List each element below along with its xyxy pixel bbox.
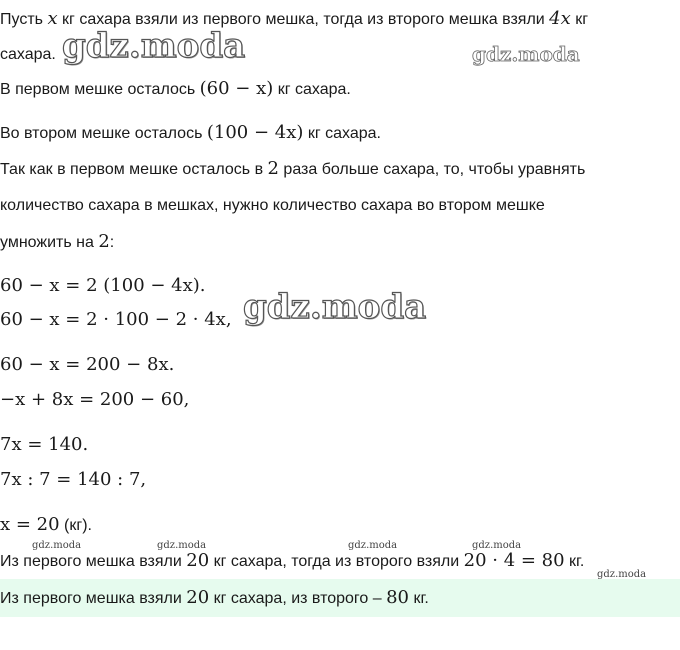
text-fragment: :: [109, 234, 115, 251]
answer-line: [0, 587, 429, 610]
text-fragment: Из первого мешка взяли: [0, 553, 187, 570]
text-fragment: умножить на: [0, 234, 99, 251]
equation-6: 7x : 7 = 140 : 7,: [0, 469, 147, 490]
equation-2: 60 − x = 2 · 100 − 2 · 4x,: [0, 309, 232, 330]
math-number: 2: [267, 158, 279, 179]
math-number: 20: [186, 587, 210, 608]
text-fragment: кг сахара, тогда из второго взяли: [209, 553, 464, 570]
watermark-logo: gdz.moda: [472, 42, 580, 66]
text-line-7: [0, 231, 114, 254]
text-fragment: кг сахара.: [303, 125, 381, 142]
math-variable: x: [47, 8, 58, 29]
math-expression: (100 − 4x): [206, 122, 304, 143]
text-fragment: сахара.: [0, 46, 56, 63]
math-expression: x = 20: [0, 514, 60, 535]
watermark-logo: gdz.moda: [243, 287, 427, 327]
watermark-logo: gdz.moda: [597, 569, 647, 580]
text-fragment: Из первого мешка взяли: [0, 590, 187, 607]
text-fragment: Так как в первом мешке осталось в: [0, 161, 268, 178]
unit-label: (кг).: [59, 517, 92, 534]
text-line-2: [0, 44, 56, 66]
text-line-5: [0, 158, 585, 181]
math-number: 20: [186, 550, 210, 571]
text-line-3: [0, 78, 351, 101]
conclusion-line: [0, 550, 584, 573]
equation-1: 60 − x = 2 (100 − 4x).: [0, 275, 206, 296]
text-line-6: [0, 195, 545, 217]
text-fragment: Пусть: [0, 11, 48, 28]
text-line-4: [0, 122, 381, 145]
text-fragment: В первом мешке осталось: [0, 81, 200, 98]
answer-box: [0, 579, 680, 617]
math-number: 80: [386, 587, 409, 608]
watermark-logo: gdz.moda: [62, 26, 246, 66]
math-number: 2: [98, 231, 110, 252]
text-fragment: кг: [570, 11, 589, 28]
math-expression: 20 · 4 = 80: [463, 550, 565, 571]
text-fragment: кг сахара взяли из первого мешка, тогда из второго мешка взяли: [57, 11, 550, 28]
text-fragment: раза больше сахара, то, чтобы уравнять: [278, 161, 586, 178]
text-fragment: кг.: [564, 553, 585, 570]
text-fragment: кг сахара, из второго –: [209, 590, 387, 607]
equation-5: 7x = 140.: [0, 434, 89, 455]
text-fragment: Во втором мешке осталось: [0, 125, 207, 142]
equation-7: [0, 514, 92, 537]
equation-3: 60 − x = 200 − 8x.: [0, 354, 175, 375]
watermark-logo: gdz.moda: [472, 540, 522, 551]
math-expression: (60 − x): [199, 78, 274, 99]
watermark-logo: gdz.moda: [348, 540, 398, 551]
watermark-logo: gdz.moda: [32, 540, 82, 551]
watermark-logo: gdz.moda: [157, 540, 207, 551]
math-expression: 4x: [549, 8, 571, 29]
equation-4: −x + 8x = 200 − 60,: [0, 389, 190, 410]
text-fragment: кг.: [409, 590, 429, 607]
text-fragment: количество сахара в мешках, нужно количество сахара во втором мешке: [0, 197, 545, 214]
text-fragment: кг сахара.: [273, 81, 351, 98]
